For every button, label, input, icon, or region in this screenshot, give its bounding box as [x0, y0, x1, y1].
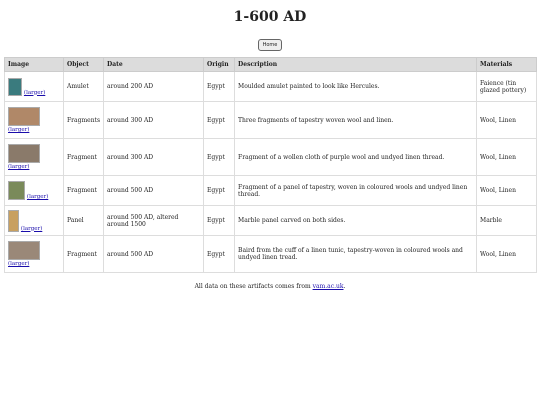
header-materials: Materials	[477, 58, 537, 72]
image-cell	[5, 206, 64, 236]
table-row	[5, 72, 537, 102]
description-cell: Fragment of a wollen cloth of purple wool and undyed linen thread.	[235, 139, 477, 176]
larger-link[interactable]: (larger)	[8, 261, 30, 267]
origin-cell: Egypt	[204, 139, 235, 176]
image-cell	[5, 72, 64, 102]
object-cell: Fragment	[64, 176, 104, 206]
home-button[interactable]: Home	[258, 39, 283, 51]
table-row	[5, 236, 537, 273]
date-cell: around 200 AD	[104, 72, 204, 102]
image-cell	[5, 139, 64, 176]
larger-link[interactable]: (larger)	[26, 194, 49, 200]
artifact-thumbnail[interactable]	[8, 78, 22, 96]
object-cell: Fragments	[64, 102, 104, 139]
table-row	[5, 176, 537, 206]
image-cell	[5, 236, 64, 273]
description-cell: Fragment of a panel of tapestry, woven in coloured wools and undyed linen thread.	[235, 176, 477, 206]
source-link[interactable]: vam.ac.uk	[312, 283, 344, 290]
materials-cell: Marble	[477, 206, 537, 236]
description-cell: Three fragments of tapestry woven wool and linen.	[235, 102, 477, 139]
artifact-thumbnail[interactable]	[8, 107, 40, 126]
header-date: Date	[104, 58, 204, 72]
description-cell: Moulded amulet painted to look like Hercules.	[235, 72, 477, 102]
date-cell: around 500 AD	[104, 236, 204, 273]
origin-cell: Egypt	[204, 236, 235, 273]
object-cell: Fragment	[64, 139, 104, 176]
origin-cell: Egypt	[204, 206, 235, 236]
materials-cell: Wool, Linen	[477, 139, 537, 176]
artifact-thumbnail[interactable]	[8, 181, 25, 200]
table-header-row	[5, 58, 537, 72]
materials-cell: Wool, Linen	[477, 176, 537, 206]
materials-cell: Wool, Linen	[477, 102, 537, 139]
footer-note	[0, 283, 540, 290]
image-cell	[5, 102, 64, 139]
date-cell: around 300 AD	[104, 139, 204, 176]
description-cell: Baird from the cuff of a linen tunic, tapestry-woven in coloured wools and undyed linen tread.	[235, 236, 477, 273]
artifact-thumbnail[interactable]	[8, 144, 40, 163]
footer-text: All data on these artifacts comes from	[194, 283, 313, 290]
header-description: Description	[235, 58, 477, 72]
artifact-thumbnail[interactable]	[8, 241, 40, 260]
footer-suffix: .	[343, 283, 346, 290]
header-origin: Origin	[204, 58, 235, 72]
object-cell: Panel	[64, 206, 104, 236]
object-cell: Amulet	[64, 72, 104, 102]
description-cell: Marble panel carved on both sides.	[235, 206, 477, 236]
larger-link[interactable]: (larger)	[8, 127, 30, 133]
table-row	[5, 102, 537, 139]
home-wrap	[0, 31, 540, 51]
page-title: 1-600 AD	[233, 9, 307, 25]
header-object: Object	[64, 58, 104, 72]
larger-link[interactable]: (larger)	[23, 89, 46, 96]
object-cell: Fragment	[64, 236, 104, 273]
origin-cell: Egypt	[204, 176, 235, 206]
header-image: Image	[5, 58, 64, 72]
materials-cell: Faience (tin glazed pottery)	[477, 72, 537, 102]
artifacts-table	[4, 57, 537, 273]
larger-link[interactable]: (larger)	[8, 164, 30, 170]
materials-cell: Wool, Linen	[477, 236, 537, 273]
origin-cell: Egypt	[204, 72, 235, 102]
date-cell: around 300 AD	[104, 102, 204, 139]
date-cell: around 500 AD, altered around 1500	[104, 206, 204, 236]
larger-link[interactable]: (larger)	[20, 225, 43, 232]
table-row	[5, 206, 537, 236]
artifact-thumbnail[interactable]	[8, 210, 19, 232]
image-cell	[5, 176, 64, 206]
date-cell: around 500 AD	[104, 176, 204, 206]
table-row	[5, 139, 537, 176]
origin-cell: Egypt	[204, 102, 235, 139]
